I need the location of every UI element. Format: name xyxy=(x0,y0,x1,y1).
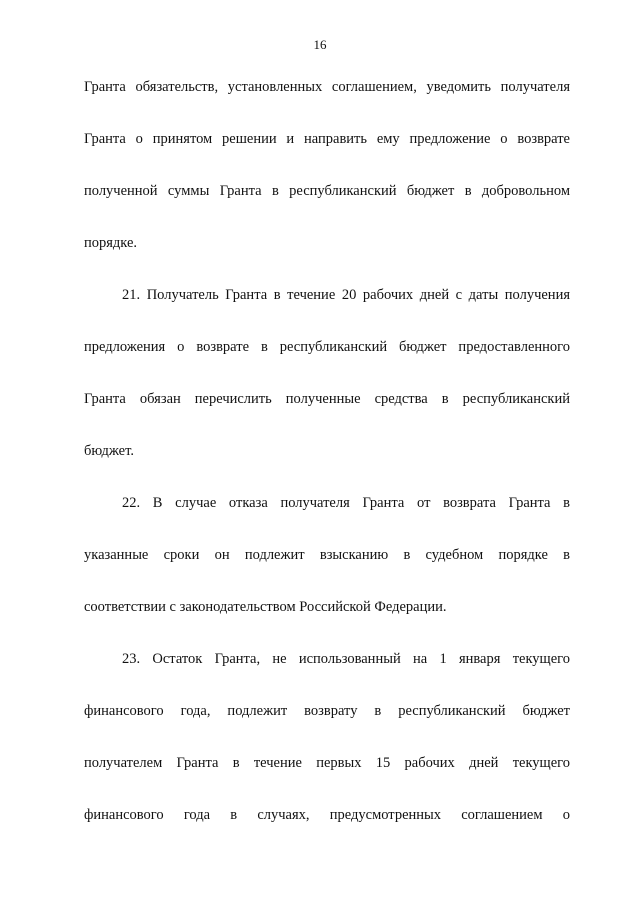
text-line: соответствии с законодательством Российской Федерации. xyxy=(84,599,447,615)
text-line: бюджет. xyxy=(84,443,134,459)
paragraph-23-first-line: 23. Остаток Гранта, не использованный на 1 января текущего xyxy=(122,651,570,667)
page-number: 16 xyxy=(313,37,327,52)
text-line: получателем Гранта в течение первых 15 рабочих дней текущего xyxy=(84,755,570,771)
text-line: Гранта обязан перечислить полученные средства в республиканский xyxy=(84,391,570,407)
paragraph-21-first-line: 21. Получатель Гранта в течение 20 рабочих дней с даты получения xyxy=(122,287,570,303)
text-line: порядке. xyxy=(84,235,138,251)
text-line: Гранта обязательств, установленных соглашением, уведомить получателя xyxy=(84,79,570,95)
text-line: финансового года в случаях, предусмотренных соглашением о xyxy=(84,807,570,823)
text-line: Гранта о принятом решении и направить ему предложение о возврате xyxy=(84,131,570,147)
text-line: полученной суммы Гранта в республиканский бюджет в добровольном xyxy=(84,183,570,199)
text-line: указанные сроки он подлежит взысканию в судебном порядке в xyxy=(84,547,570,563)
text-line: финансового года, подлежит возврату в республиканский бюджет xyxy=(84,703,570,719)
text-line: предложения о возврате в республиканский бюджет предоставленного xyxy=(84,339,570,355)
paragraph-22-first-line: 22. В случае отказа получателя Гранта от возврата Гранта в xyxy=(122,495,570,511)
